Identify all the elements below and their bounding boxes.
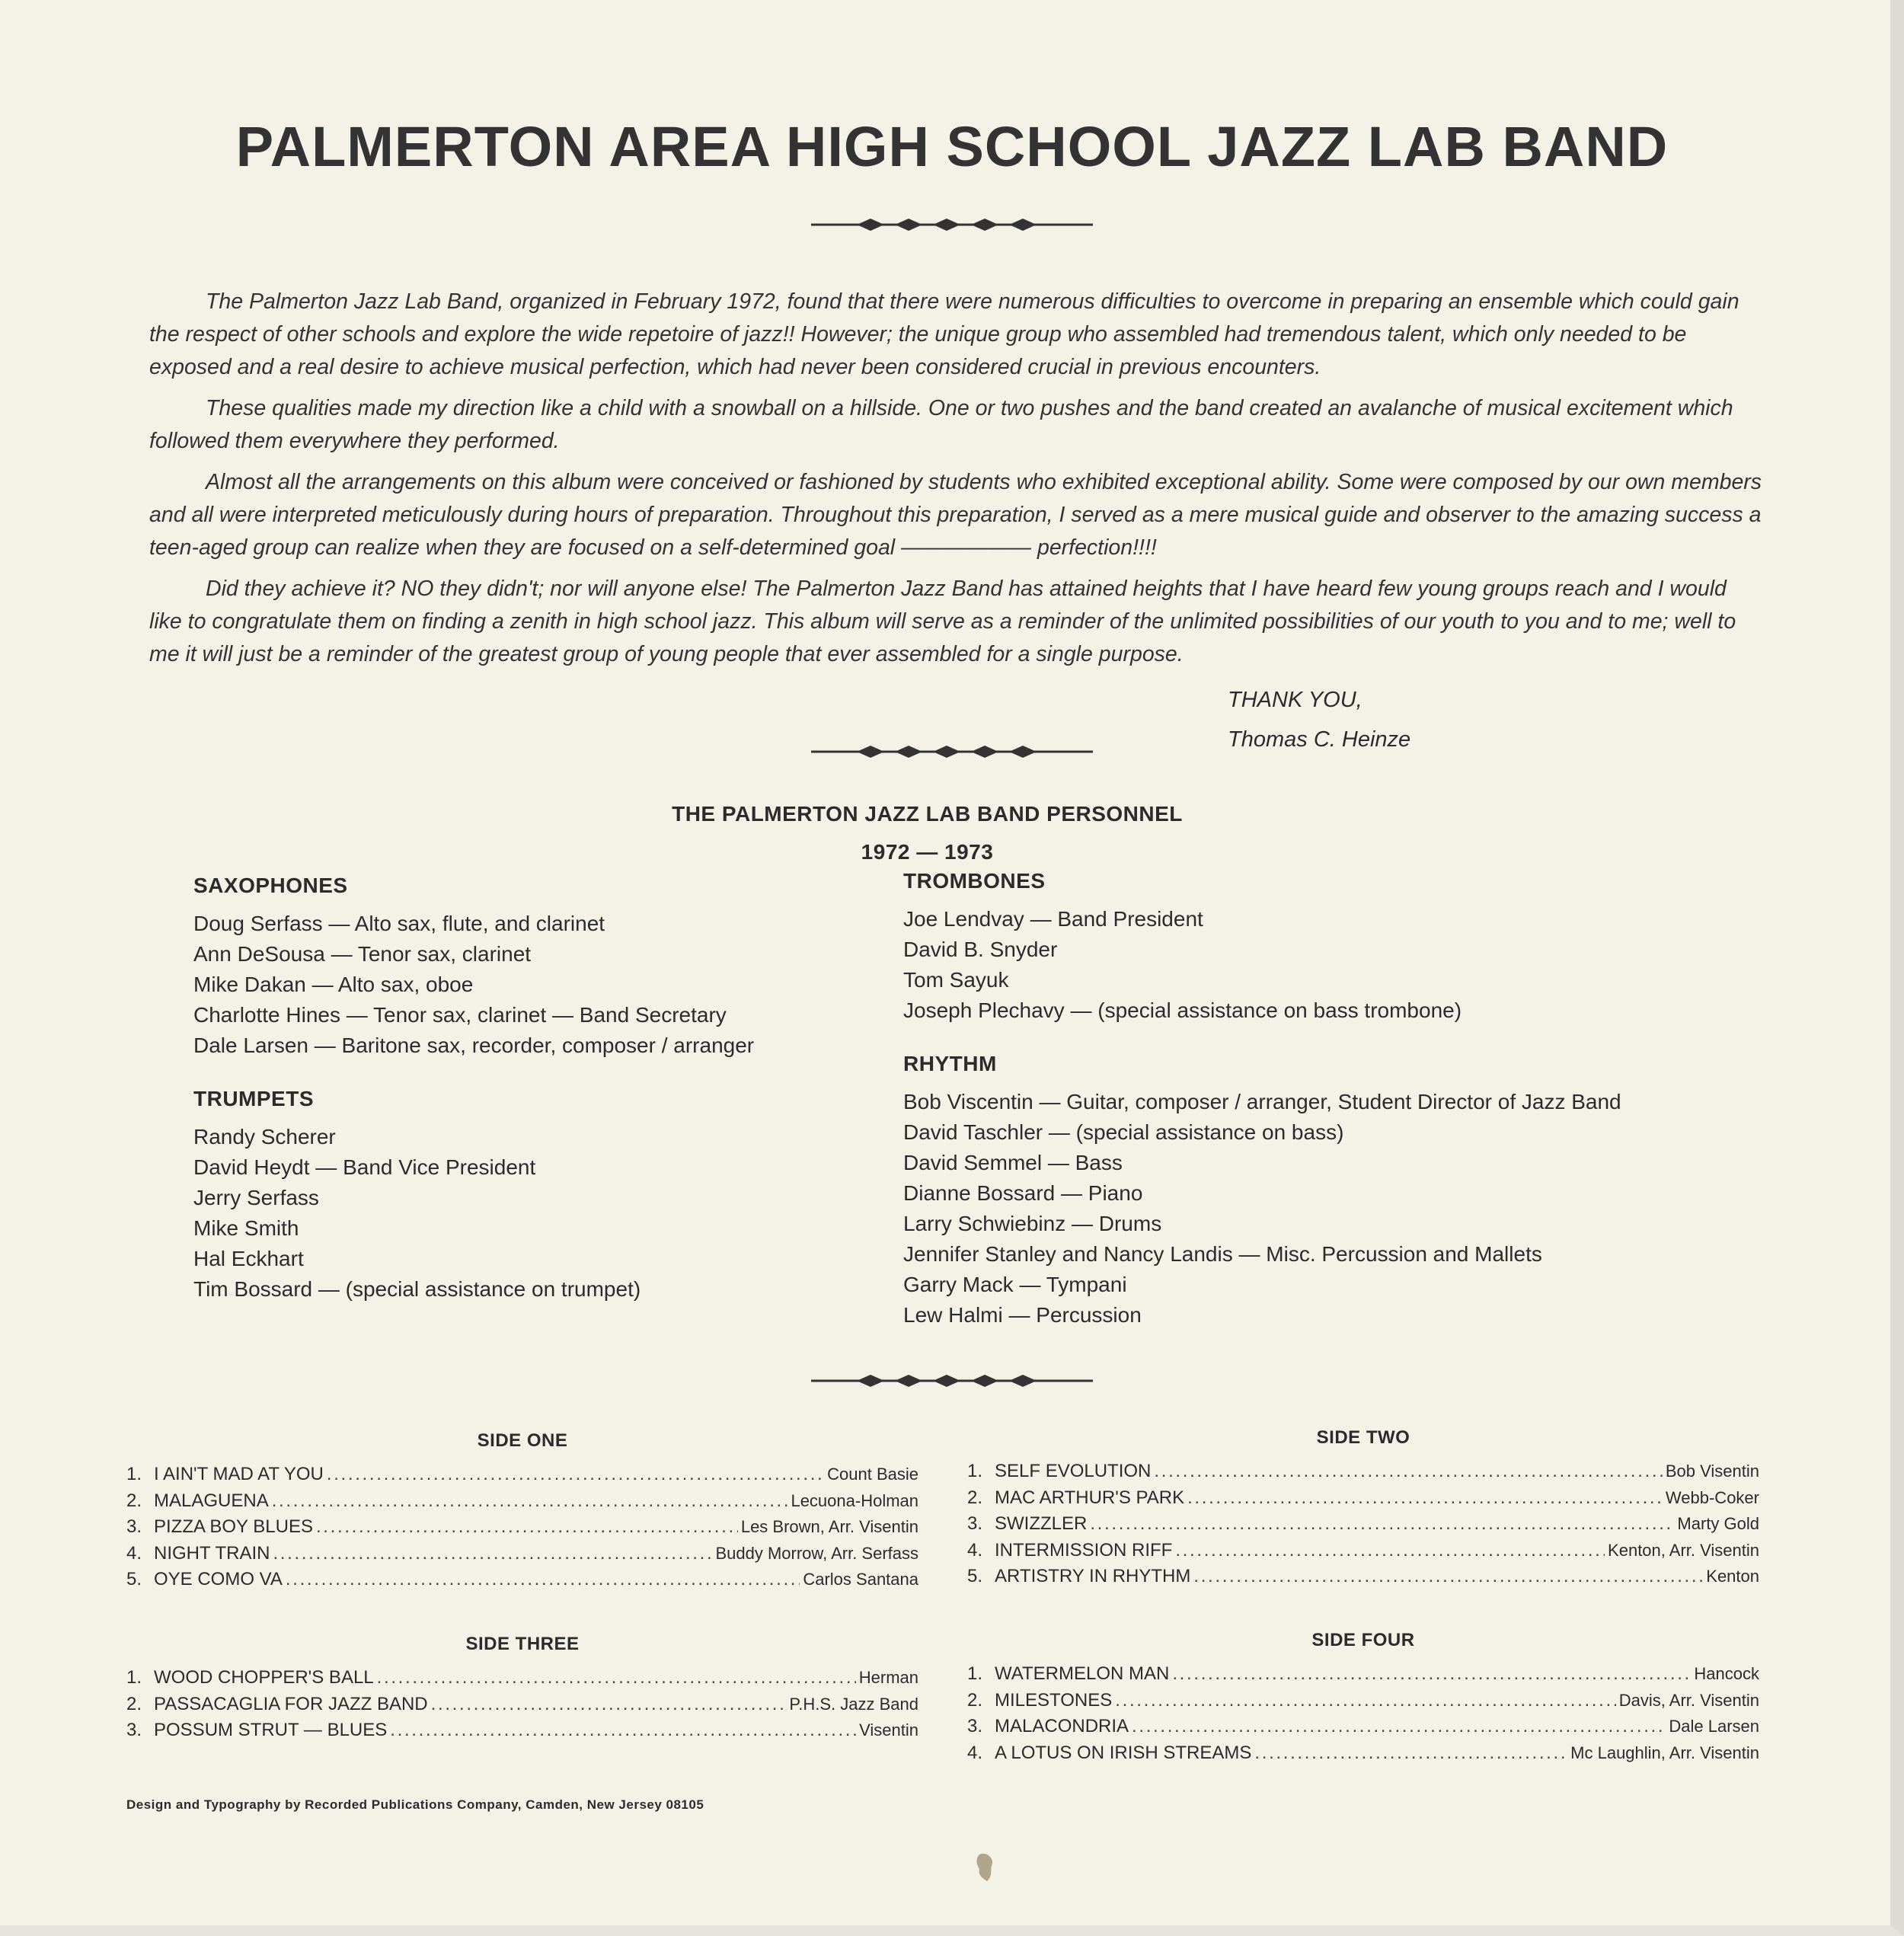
track-composer: Carlos Santana [803, 1570, 918, 1589]
track-number: 5. [126, 1569, 142, 1589]
track-number: 4. [967, 1539, 983, 1561]
track-title: INTERMISSION RIFF [995, 1539, 1173, 1561]
dot-leader [327, 1464, 824, 1485]
track-number: 4. [126, 1542, 142, 1564]
diamond-ornament-divider [811, 1369, 1093, 1392]
section-heading-saxophones: SAXOPHONES [193, 874, 348, 897]
track-composer: Bob Visentin [1665, 1462, 1759, 1481]
track-composer: Dale Larsen [1669, 1717, 1759, 1736]
member-entry: Doug Serfass — Alto sax, flute, and clarinet [193, 912, 605, 935]
track-title: WATERMELON MAN [995, 1663, 1170, 1684]
side-heading: SIDE THREE [465, 1634, 580, 1654]
member-entry: Charlotte Hines — Tenor sax, clarinet — Band Secretary [193, 1003, 727, 1027]
tracklist-side-three [126, 1634, 918, 1746]
track-number: 3. [126, 1516, 142, 1537]
member-entry: Mike Dakan — Alto sax, oboe [193, 973, 474, 996]
track-title: OYE COMO VA [154, 1569, 283, 1589]
track-row [967, 1461, 1759, 1487]
track-row [126, 1720, 918, 1746]
track-composer: Count Basie [827, 1465, 918, 1484]
member-entry: Dale Larsen — Baritone sax, recorder, composer / arranger [193, 1033, 755, 1057]
dot-leader [1115, 1690, 1616, 1711]
member-entry: Randy Scherer [193, 1125, 336, 1149]
track-title: WOOD CHOPPER'S BALL [154, 1667, 374, 1688]
track-title: NIGHT TRAIN [154, 1542, 270, 1564]
liner-paragraph: Almost all the arrangements on this album were conceived or fashioned by students who exhibited exceptional ability. Some were composed by our own members and all were interpreted meticulously during hours of preparation. Throughout this preparation, I served as a mere musical guide and observer to the amazing success a teen-aged group can realize when they are focused on a self-determined goal —————— perfection!!!! [149, 470, 1762, 560]
member-entry: Mike Smith [193, 1216, 299, 1240]
liner-paragraph: The Palmerton Jazz Lab Band, organized in February 1972, found that there were numerous difficulties to overcome in preparing an ensemble which could gain the respect of other schools and explore the wide repetoire of jazz!! However; the unique group who assembled had tremendous talent, which only needed to be exposed and a real desire to achieve musical perfection, which had never been considered crucial in previous encounters. [149, 289, 1739, 379]
track-number: 3. [967, 1513, 983, 1534]
trumpets-list [193, 1122, 879, 1305]
page-title: PALMERTON AREA HIGH SCHOOL JAZZ LAB BAND [235, 115, 1669, 178]
track-title: I AIN'T MAD AT YOU [154, 1464, 324, 1484]
track-composer: Les Brown, Arr. Visentin [740, 1517, 918, 1536]
track-row [967, 1743, 1759, 1769]
track-title: PASSACAGLIA FOR JAZZ BAND [154, 1693, 428, 1714]
tracklist-side-one [126, 1430, 918, 1596]
tracklist-side-two [967, 1427, 1759, 1593]
personnel-title: THE PALMERTON JAZZ LAB BAND PERSONNEL [672, 802, 1183, 826]
track-number: 2. [967, 1689, 983, 1711]
track-composer: Lecuona-Holman [791, 1490, 918, 1510]
track-row [126, 1490, 918, 1517]
track-number: 4. [967, 1742, 983, 1763]
track-title: SWIZZLER [995, 1513, 1088, 1534]
track-number: 2. [126, 1693, 142, 1714]
personnel-heading [0, 795, 1854, 871]
member-entry: Garry Mack — Tympani [903, 1273, 1127, 1296]
track-number: 1. [967, 1663, 983, 1684]
member-entry: Ann DeSousa — Tenor sax, clarinet [193, 942, 532, 966]
member-entry: Joseph Plechavy — (special assistance on bass trombone) [903, 998, 1462, 1022]
side-heading: SIDE ONE [477, 1430, 568, 1451]
member-entry: Lew Halmi — Percussion [903, 1303, 1142, 1327]
track-row [126, 1464, 918, 1490]
track-row [967, 1663, 1759, 1690]
member-entry: Hal Eckhart [193, 1247, 304, 1270]
dot-leader [390, 1720, 856, 1741]
member-entry: David Heydt — Band Vice President [193, 1155, 536, 1179]
track-composer: Herman [858, 1668, 918, 1687]
track-number: 1. [126, 1667, 142, 1688]
track-row [126, 1543, 918, 1570]
track-row [967, 1716, 1759, 1743]
dot-leader [272, 1490, 788, 1512]
dot-leader [1132, 1716, 1666, 1737]
personnel-left-column [193, 871, 879, 1327]
liner-notes [149, 286, 1764, 679]
member-entry: Bob Viscentin — Guitar, composer / arranger, Student Director of Jazz Band [903, 1090, 1621, 1113]
member-entry: David Semmel — Bass [903, 1151, 1123, 1174]
side-heading: SIDE TWO [1316, 1427, 1410, 1448]
track-row [126, 1667, 918, 1694]
track-title: MILESTONES [995, 1689, 1113, 1711]
track-composer: Visentin [859, 1720, 918, 1740]
dot-leader [1172, 1663, 1691, 1685]
track-row [967, 1513, 1759, 1540]
dot-leader [1154, 1461, 1662, 1482]
dot-leader [1175, 1540, 1605, 1561]
member-entry: Dianne Bossard — Piano [903, 1181, 1143, 1205]
dot-leader [377, 1667, 856, 1688]
liner-paragraph: Did they achieve it? NO they didn't; nor will anyone else! The Palmerton Jazz Band has attained heights that I have heard few young groups reach and I would like to congratulate them on finding a zenith in high school jazz. This album will serve as a reminder of the unlimited possibilities of our youth to you and to me; well to me it will just be a reminder of the greatest group of young people that ever assembled for a single purpose. [149, 577, 1736, 666]
tracklist-side-four [967, 1630, 1759, 1768]
diamond-ornament-divider [811, 740, 1093, 763]
track-composer: Davis, Arr. Visentin [1618, 1690, 1759, 1710]
trombones-list [903, 904, 1779, 1026]
diamond-ornament-divider [811, 213, 1093, 236]
track-composer: Kenton, Arr. Visentin [1608, 1540, 1759, 1560]
track-number: 2. [967, 1487, 983, 1508]
liner-paragraph: These qualities made my direction like a child with a snowball on a hillside. One or two pushes and the band created an avalanche of musical excitement which followed them everywhere they performed. [149, 396, 1733, 453]
dot-leader [286, 1569, 800, 1590]
track-title: ARTISTRY IN RHYTHM [995, 1566, 1191, 1586]
track-number: 3. [967, 1716, 983, 1736]
dot-leader [1187, 1487, 1663, 1509]
section-heading-rhythm: RHYTHM [903, 1052, 997, 1075]
signoff-text: THANK YOU, [1228, 688, 1363, 712]
track-composer: P.H.S. Jazz Band [789, 1694, 918, 1714]
track-number: 2. [126, 1490, 142, 1511]
member-entry: Jennifer Stanley and Nancy Landis — Misc. Percussion and Mallets [903, 1242, 1542, 1266]
signoff-block [1228, 680, 1410, 759]
track-title: PIZZA BOY BLUES [154, 1516, 313, 1537]
track-row [967, 1487, 1759, 1514]
track-title: A LOTUS ON IRISH STREAMS [995, 1742, 1252, 1763]
member-entry: Jerry Serfass [193, 1186, 319, 1209]
track-composer: Webb-Coker [1665, 1487, 1759, 1507]
track-title: MALACONDRIA [995, 1716, 1129, 1736]
track-composer: Kenton [1706, 1567, 1759, 1586]
track-title: MAC ARTHUR'S PARK [995, 1487, 1185, 1508]
member-entry: David B. Snyder [903, 938, 1058, 961]
track-number: 5. [967, 1566, 983, 1586]
personnel-right-column [903, 866, 1779, 1353]
personnel-years: 1972 — 1973 [861, 840, 994, 864]
member-entry: Larry Schwiebinz — Drums [903, 1212, 1162, 1235]
member-entry: Tom Sayuk [903, 968, 1009, 992]
section-heading-trumpets: TRUMPETS [193, 1087, 314, 1110]
track-number: 1. [126, 1464, 142, 1484]
signature-name: Thomas C. Heinze [1228, 727, 1411, 752]
dot-leader [1090, 1513, 1674, 1535]
track-title: SELF EVOLUTION [995, 1461, 1152, 1481]
dot-leader [1193, 1566, 1703, 1587]
dot-leader [273, 1543, 712, 1564]
side-heading: SIDE FOUR [1311, 1630, 1415, 1650]
section-heading-trombones: TROMBONES [903, 869, 1046, 893]
saxophones-list [193, 909, 879, 1061]
track-row [126, 1694, 918, 1720]
dot-leader [316, 1516, 738, 1538]
dot-leader [431, 1694, 787, 1715]
track-composer: Marty Gold [1677, 1514, 1759, 1533]
member-entry: Tim Bossard — (special assistance on trumpet) [193, 1277, 641, 1301]
rhythm-list [903, 1087, 1779, 1331]
track-composer: Hancock [1694, 1664, 1759, 1683]
stain-mark [973, 1852, 996, 1883]
track-row [126, 1516, 918, 1543]
track-composer: Buddy Morrow, Arr. Serfass [715, 1543, 918, 1563]
track-number: 1. [967, 1461, 983, 1481]
track-number: 3. [126, 1720, 142, 1740]
track-title: MALAGUENA [154, 1490, 269, 1511]
dot-leader [1254, 1743, 1567, 1764]
track-row [967, 1566, 1759, 1593]
track-composer: Mc Laughlin, Arr. Visentin [1570, 1743, 1759, 1762]
track-row [126, 1569, 918, 1596]
track-row [967, 1540, 1759, 1567]
track-row [967, 1690, 1759, 1717]
track-title: POSSUM STRUT — BLUES [154, 1720, 388, 1740]
design-credit: Design and Typography by Recorded Publications Company, Camden, New Jersey 08105 [126, 1797, 704, 1812]
member-entry: David Taschler — (special assistance on bass) [903, 1120, 1344, 1144]
member-entry: Joe Lendvay — Band President [903, 907, 1203, 931]
